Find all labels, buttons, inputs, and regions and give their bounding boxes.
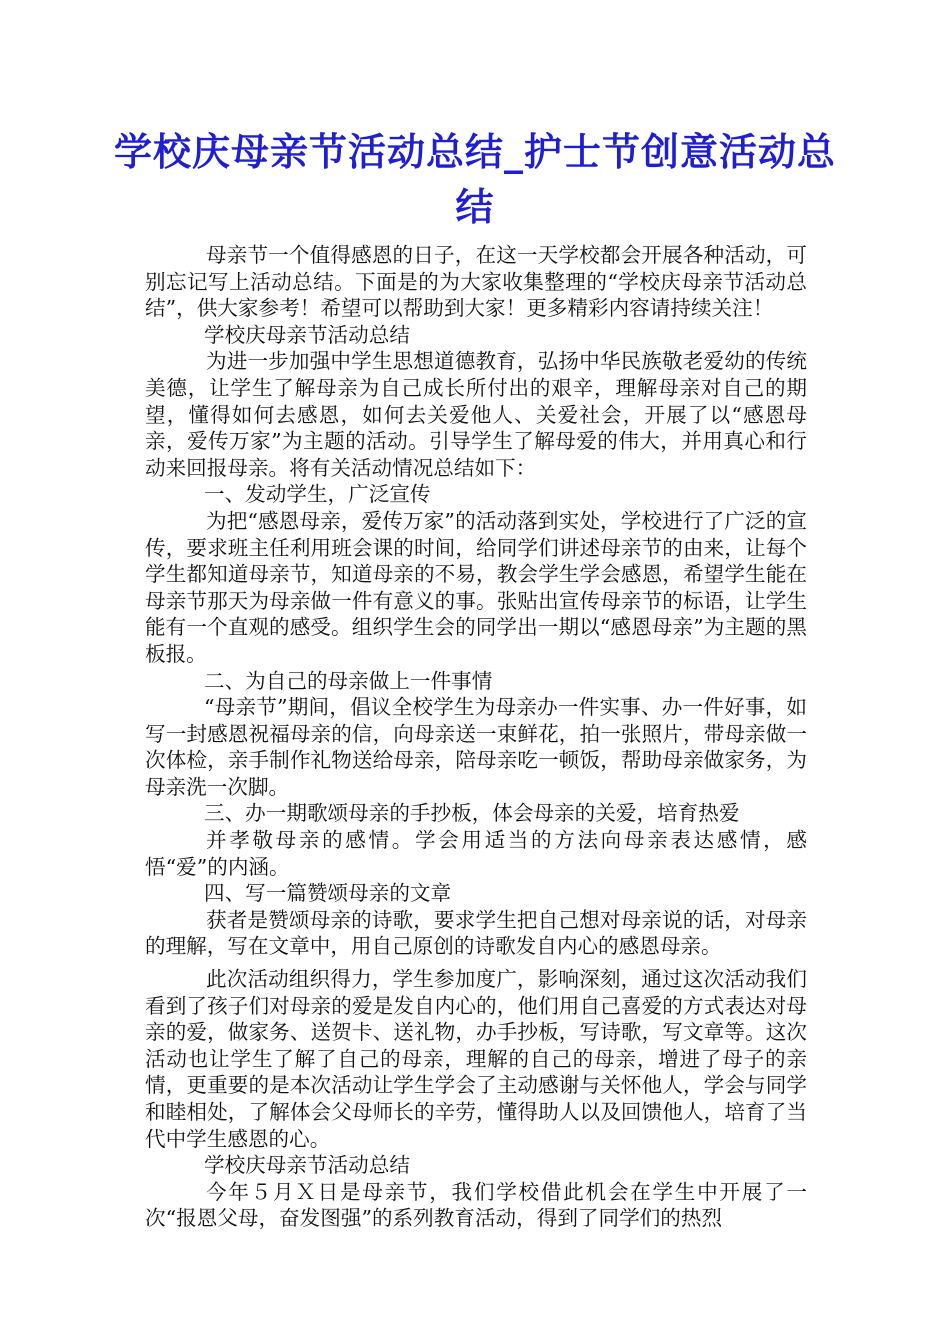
section-heading: 三、办一期歌颂母亲的手抄板，体会母亲的关爱，培育热爱	[204, 801, 740, 826]
body-paragraph: 获者是赞颂母亲的诗歌，要求学生把自己想对母亲说的话，对母亲的理解，写在文章中，用自己原创的诗歌发自内心的感恩母亲。	[145, 907, 807, 959]
section-heading: 二、为自己的母亲做上一件事情	[204, 668, 493, 693]
summary-paragraph: 此次活动组织得力，学生参加度广，影响深刻，通过这次活动我们看到了孩子们对母亲的爱是发自内心的，他们用自己喜爱的方式表达对母亲的爱，做家务、送贺卡、送礼物，办手抄板，写诗歌，写文章等。这次活动也让学生了解了自己的母亲，理解的自己的母亲，增进了母子的亲情，更重要的是本次活动让学生学会了主动感谢与关怀他人，学会与同学和睦相处，了解体会父母师长的辛劳，懂得助人以及回馈他人，培育了当代中学生感恩的心。	[145, 967, 807, 1151]
document-body	[145, 242, 807, 1232]
body-paragraph: 为把“感恩母亲，爱传万家”的活动落到实处，学校进行了广泛的宣传，要求班主任利用班会课的时间，给同学们讲述母亲节的由来，让每个学生都知道母亲节，知道母亲的不易，教会学生学会感恩，希望学生能在母亲节那天为母亲做一件有意义的事。张贴出宣传母亲节的标语，让学生能有一个直观的感受。组织学生会的同学出一期以“感恩母亲”为主题的黑板报。	[145, 508, 807, 666]
intro-paragraph: 母亲节一个值得感恩的日子，在这一天学校都会开展各种活动，可别忘记写上活动总结。下面是的为大家收集整理的“学校庆母亲节活动总结”，供大家参考！希望可以帮助到大家！更多精彩内容请持续关注！	[145, 243, 807, 321]
section-heading: 四、写一篇赞颂母亲的文章	[204, 881, 452, 906]
body-paragraph: 并孝敬母亲的感情。学会用适当的方法向母亲表达感情，感悟“爱”的内涵。	[145, 828, 807, 879]
section-heading: 学校庆母亲节活动总结	[204, 1153, 410, 1178]
section-heading: 学校庆母亲节活动总结	[204, 322, 410, 347]
body-paragraph: 今年５月Ｘ日是母亲节，我们学校借此机会在学生中开展了一次“报恩父母，奋发图强”的系列教育活动，得到了同学们的热烈	[145, 1179, 807, 1231]
body-paragraph: “母亲节”期间，倡议全校学生为母亲办一件实事、办一件好事，如写一封感恩祝福母亲的信，向母亲送一束鲜花，拍一张照片，带母亲做一次体检，亲手制作礼物送给母亲，陪母亲吃一顿饭，帮助母亲做家务，为母亲洗一次脚。	[145, 695, 807, 799]
body-paragraph: 为进一步加强中学生思想道德教育，弘扬中华民族敬老爱幼的传统美德，让学生了解母亲为自己成长所付出的艰辛，理解母亲对自己的期望，懂得如何去感恩，如何去关爱他人、关爱社会，开展了以“感恩母亲，爱传万家”为主题的活动。引导学生了解母爱的伟大，并用真心和行动来回报母亲。将有关活动情况总结如下：	[145, 349, 807, 480]
document-title: 学校庆母亲节活动总结_护士节创意活动总结	[113, 129, 836, 229]
section-heading: 一、发动学生，广泛宣传	[204, 482, 431, 507]
